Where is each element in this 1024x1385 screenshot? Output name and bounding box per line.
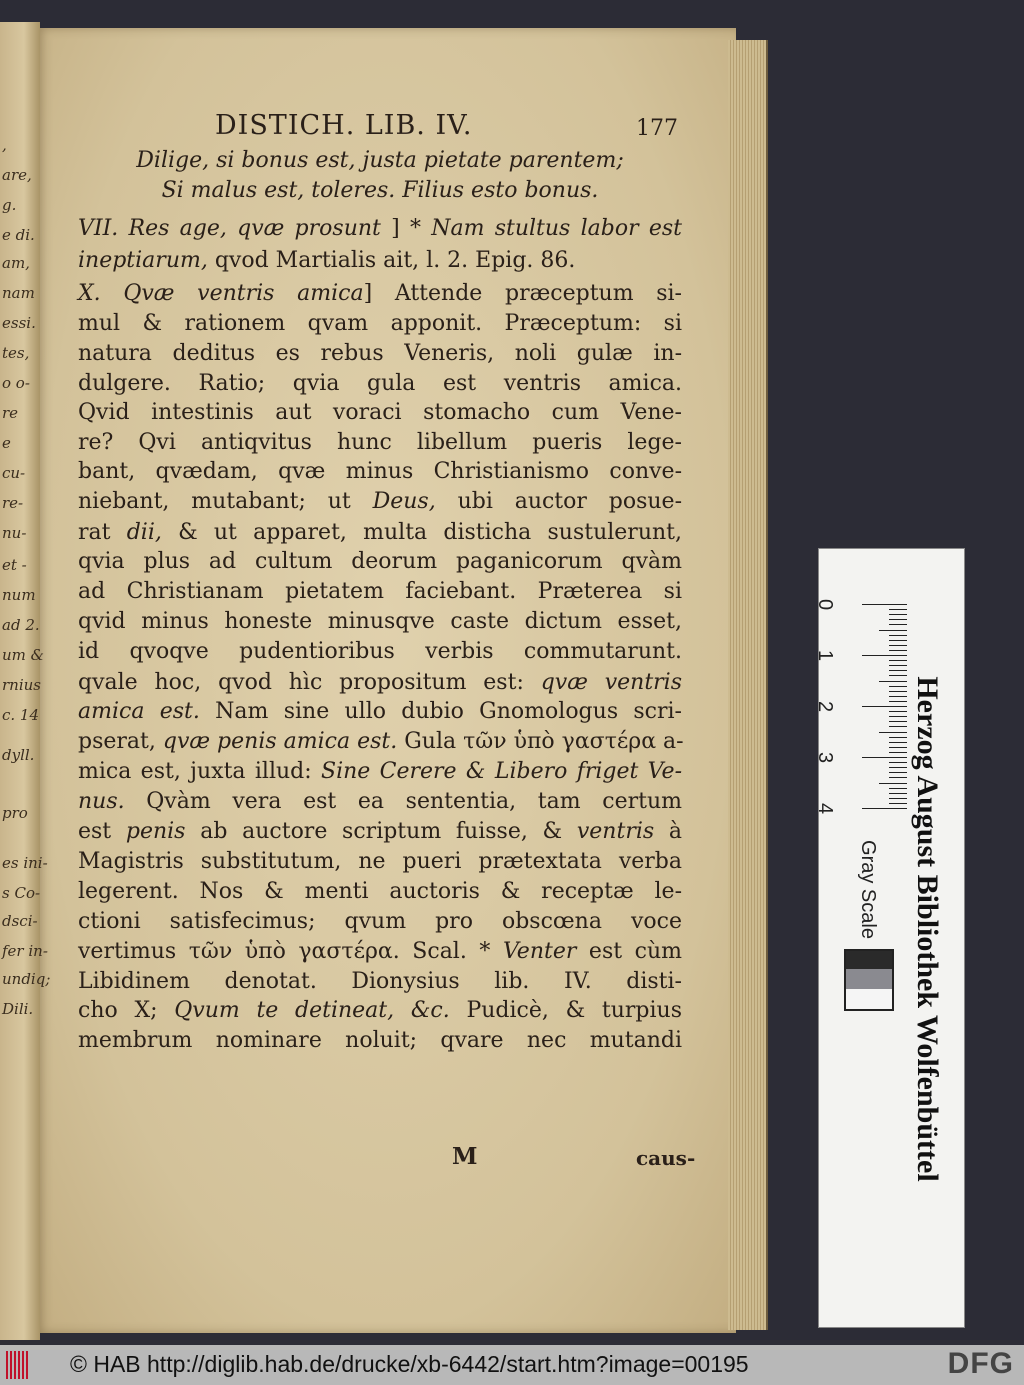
ruler-number: 2	[814, 700, 837, 713]
italic-text: amica est.	[78, 699, 200, 725]
roman-text: niebant, mutabant; ut	[78, 489, 373, 515]
left-page-fragment: cu-	[2, 464, 26, 482]
left-page-fragment: ,	[2, 136, 7, 154]
roman-text: pserat,	[78, 729, 163, 755]
roman-text: qvid minus honeste minusqve caste dictum esset,	[78, 608, 682, 634]
text-line	[78, 728, 682, 756]
ruler-tick	[889, 640, 907, 641]
left-page-fragment: es ini-	[2, 854, 48, 872]
ruler-tick	[879, 732, 907, 733]
left-page-fragment: nu-	[2, 524, 27, 542]
roman-text: mica est, juxta illud:	[78, 759, 321, 785]
italic-text: ventris	[576, 819, 655, 844]
ruler-number: 1	[814, 649, 837, 662]
roman-text: Gula τῶν ὑπὸ γαστέρα a-	[397, 729, 684, 755]
text-line	[78, 247, 682, 275]
ruler-tick	[862, 655, 907, 656]
roman-text: Qvàm vera est ea sententia, tam certum	[124, 789, 682, 815]
ruler-tick	[889, 767, 907, 768]
roman-text: ] Attende præceptum si-	[363, 280, 682, 306]
ruler-tick	[889, 793, 907, 794]
roman-text: vertimus τῶν ὑπὸ γαστέρα. Scal.	[78, 938, 480, 964]
roman-text: bant, qvædam, qvæ minus Christianismo conve-	[78, 459, 682, 485]
ruler-tick	[889, 650, 907, 651]
footer-bar	[0, 1345, 1024, 1385]
text-line	[78, 488, 682, 516]
ruler-tick	[889, 762, 907, 763]
dfg-logo: DFG	[947, 1347, 1014, 1380]
italic-text: Deus,	[372, 489, 436, 515]
left-page-fragment: g.	[2, 196, 17, 214]
italic-text: * Venter	[479, 938, 577, 964]
italic-text: Si malus est, toleres. Filius esto bonus.	[161, 178, 599, 203]
text-line	[78, 429, 682, 457]
ruler-tick	[889, 660, 907, 661]
left-page-fragment: undiq;	[2, 970, 51, 988]
ruler-tick	[862, 706, 907, 707]
left-page-fragment: num	[2, 586, 36, 604]
italic-text: ineptiarum,	[78, 247, 208, 273]
gray-swatch	[844, 989, 894, 1011]
roman-text: id qvoqve pudentioribus verbis commutarunt.	[78, 638, 682, 664]
ruler-tick	[889, 803, 907, 804]
italic-text: VII. Res age, qvæ prosunt	[78, 216, 381, 241]
text-line	[78, 997, 682, 1025]
roman-text: cho X;	[78, 998, 175, 1024]
left-page-fragment: Dili.	[2, 1000, 34, 1018]
ruler-tick	[862, 604, 907, 605]
page-stack-edges	[728, 40, 768, 1330]
left-page-fragment: ad 2.	[2, 616, 40, 634]
left-page-fragment: e di.	[2, 226, 35, 244]
left-page-fragment: tes,	[2, 344, 30, 362]
left-page-fragment: um &	[2, 646, 45, 664]
left-page-fragment: nam	[2, 284, 35, 302]
signature-mark: M	[452, 1143, 478, 1170]
roman-text: mul & rationem qvam apponit. Præceptum: si	[78, 310, 682, 336]
text-line	[78, 878, 682, 906]
ruler-tick	[889, 711, 907, 712]
text-line	[78, 1027, 682, 1055]
ruler-tick	[889, 609, 907, 610]
ruler-tick	[879, 630, 907, 631]
roman-text: Libidinem denotat. Dionysius lib. IV. disti-	[78, 968, 682, 994]
ruler-tick	[889, 686, 907, 687]
text-line	[78, 177, 682, 205]
left-page-fragment: re-	[2, 494, 24, 512]
roman-text: qvale hoc, qvod hìc propositum est:	[78, 669, 541, 695]
italic-text: Sine Cerere & Libero friget Ve-	[321, 759, 683, 785]
text-line	[78, 608, 682, 636]
roman-text: à	[654, 819, 683, 844]
text-line	[78, 968, 682, 996]
roman-text: legerent. Nos & menti auctoris & receptæ le-	[78, 878, 682, 904]
ruler-tick	[889, 772, 907, 773]
ruler-tick	[879, 783, 907, 784]
ruler-tick	[889, 701, 907, 702]
left-page-fragment: o o-	[2, 374, 30, 392]
italic-text: penis	[125, 819, 186, 844]
ruler-tick	[889, 670, 907, 671]
roman-text: re? Qvi antiqvitus hunc libellum pueris lege-	[78, 430, 682, 456]
roman-text: Nam sine ullo dubio Gnomologus scri-	[199, 699, 682, 725]
running-head: DISTICH. LIB. IV.	[215, 110, 473, 141]
ruler-tick	[889, 614, 907, 615]
left-page-fragment: dsci-	[2, 912, 38, 930]
roman-text: ubi auctor posue-	[435, 489, 682, 515]
text-line	[78, 788, 682, 816]
left-page-edge	[0, 22, 51, 1340]
roman-text: rat	[78, 520, 127, 545]
roman-text: ad Christianam pietatem faciebant. Præterea si	[78, 578, 682, 604]
ruler-tick	[862, 808, 907, 809]
italic-text: nus.	[78, 789, 125, 815]
italic-text: qvæ penis amica est.	[162, 729, 398, 755]
left-page-fragment: c. 14	[2, 706, 40, 724]
ruler-tick	[889, 675, 907, 676]
italic-text: dii,	[126, 520, 162, 545]
ruler-tick	[889, 645, 907, 646]
text-line	[78, 215, 682, 243]
left-page-fragment: pro	[2, 804, 28, 822]
roman-text: Qvid intestinis aut voraci stomacho cum Vene-	[78, 400, 682, 426]
gray-swatch	[844, 969, 894, 989]
ruler-tick	[889, 665, 907, 666]
text-line	[78, 669, 682, 697]
ruler-tick	[889, 624, 907, 625]
scale-ruler-card	[814, 548, 965, 1328]
left-page-fragment: re	[2, 404, 19, 422]
left-page-fragment: are,	[2, 166, 32, 184]
ruler-number: 3	[814, 751, 837, 764]
italic-text: Qvum te detineat, &c.	[174, 998, 450, 1024]
roman-text: ]	[380, 216, 410, 241]
ruler-tick	[889, 798, 907, 799]
hab-logo-icon	[6, 1351, 28, 1379]
roman-text: qvod Martialis ait, l. 2. Epig. 86.	[207, 247, 576, 273]
roman-text: qvia plus ad cultum deorum paganicorum qvàm	[78, 548, 682, 574]
roman-text: ab auctore scriptum fuisse, &	[185, 819, 577, 844]
ruler-tick	[889, 737, 907, 738]
roman-text: Magistris substitutum, ne pueri prætextata verba	[78, 848, 682, 874]
ruler-tick	[889, 777, 907, 778]
left-page-fragment: fer in-	[2, 942, 48, 960]
ruler-tick	[889, 726, 907, 727]
text-line	[78, 280, 682, 308]
left-page-fragment: et -	[2, 556, 27, 574]
roman-text: membrum nominare noluit; qvare nec mutandi	[78, 1028, 682, 1054]
text-line	[78, 147, 682, 175]
text-line	[78, 370, 682, 398]
roman-text: est cùm	[576, 938, 682, 964]
ruler-tick	[889, 747, 907, 748]
gray-swatch	[844, 949, 894, 971]
ruler-tick	[862, 757, 907, 758]
ruler-tick	[889, 716, 907, 717]
left-page-fragment: rnius	[2, 676, 41, 694]
text-line	[78, 638, 682, 666]
text-line	[78, 399, 682, 427]
gray-scale-label: Gray Scale	[856, 839, 879, 939]
left-page-fragment: essi.	[2, 314, 36, 332]
ruler-tick	[889, 619, 907, 620]
text-line	[78, 578, 682, 606]
italic-text: qvæ ventris	[540, 669, 683, 695]
page-number: 177	[636, 116, 678, 141]
roman-text: ctioni satisfecimus; qvum pro obscœna voce	[78, 908, 682, 934]
library-title: Herzog August Bibliothek Wolfenbüttel	[911, 676, 944, 1182]
ruler-tick	[889, 691, 907, 692]
text-line	[78, 340, 682, 368]
ruler-tick	[889, 721, 907, 722]
italic-text: * Nam stultus labor est	[409, 216, 682, 241]
text-line	[78, 938, 682, 966]
roman-text: & ut apparet, multa disticha sustulerunt,	[161, 520, 682, 545]
ruler-tick	[889, 635, 907, 636]
text-line	[78, 818, 682, 846]
roman-text: est	[78, 819, 126, 844]
catchword: caus-	[636, 1146, 696, 1170]
text-line	[78, 908, 682, 936]
text-line	[78, 310, 682, 338]
italic-text: Dilige, si bonus est, justa pietate parentem;	[136, 148, 624, 173]
text-line	[78, 458, 682, 486]
text-line	[78, 698, 682, 726]
text-line	[78, 548, 682, 576]
roman-text: dulgere. Ratio; qvia gula est ventris amica.	[78, 370, 682, 396]
left-page-fragment: e	[2, 434, 11, 452]
ruler-number: 0	[814, 598, 837, 611]
ruler-tick	[889, 742, 907, 743]
ruler-tick	[889, 696, 907, 697]
text-line	[78, 848, 682, 876]
text-line	[78, 519, 682, 547]
ruler-number: 4	[814, 802, 837, 815]
ruler-tick	[879, 681, 907, 682]
ruler-tick	[889, 752, 907, 753]
left-page-fragment: dyll.	[2, 746, 35, 764]
ruler-tick	[889, 788, 907, 789]
text-line	[78, 758, 682, 786]
roman-text: Pudicè, & turpius	[449, 998, 682, 1024]
left-page-fragment: am,	[2, 254, 30, 272]
copyright-url[interactable]: © HAB http://diglib.hab.de/drucke/xb-6442/start.htm?image=00195	[70, 1351, 749, 1377]
roman-text: natura deditus es rebus Veneris, noli gulæ in-	[78, 340, 682, 366]
italic-text: X. Qvæ ventris amica	[78, 280, 364, 306]
left-page-fragment: s Co-	[2, 884, 41, 902]
